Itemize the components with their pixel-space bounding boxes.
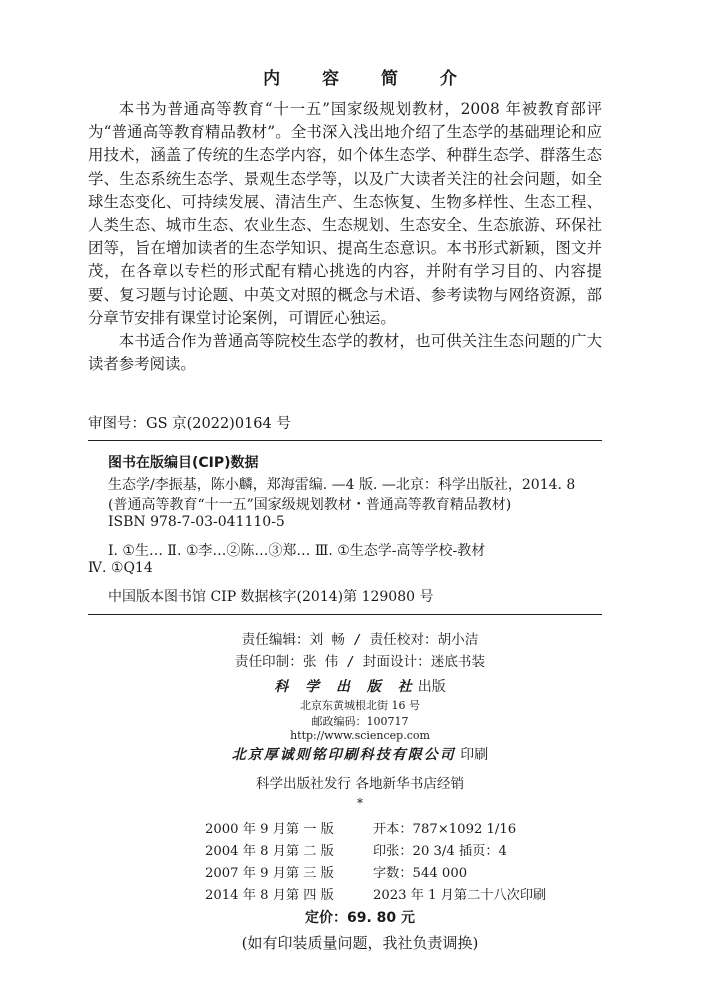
printer-line xyxy=(0,744,720,764)
separator-star: * xyxy=(357,796,363,810)
printer-suffix: 印刷 xyxy=(460,747,489,763)
edition-row xyxy=(205,840,507,859)
edition-date: 2007 年 9 月第 三 版 xyxy=(205,866,334,881)
cip-classification-2: Ⅳ. ①Q14 xyxy=(88,560,153,576)
publisher-line xyxy=(0,676,720,696)
map-review-number: 审图号：GS 京(2022)0164 号 xyxy=(88,416,291,432)
price: 定价：69. 80 元 xyxy=(304,910,416,926)
edition-date: 2004 年 8 月第 二 版 xyxy=(205,844,334,859)
cip-verify-number: 中国版本图书馆 CIP 数据核字(2014)第 129080 号 xyxy=(108,589,434,605)
edition-spec: 字数：544 000 xyxy=(373,866,468,881)
publisher-postcode: 邮政编码：100717 xyxy=(311,715,409,728)
printer-name: 北京厚诚则铭印刷科技有限公司 xyxy=(231,747,456,763)
page-title: 内 容 简 介 xyxy=(263,69,475,89)
edition-row xyxy=(205,818,516,837)
intro-paragraph-1: 本书为普通高等教育“十一五”国家级规划教材，2008 年被教育部评为“普通高等教育精品教材”。全书深入浅出地介绍了生态学的基础理论和应用技术，涵盖了传统的生态学内容，如个体生态学、种群生态学、群落生态学、生态系统生态学、景观生态学等，以及广大读者关注的社会问题，如全球生态变化、可持续发展、清洁生产、生态恢复、生物多样性、生态工程、人类生态、城市生态、农业生态、生态规划、生态安全、生态旅游、环保社团等，旨在增加读者的生态学知识、提高生态意识。本书形式新颖，图文并茂，在各章以专栏的形式配有精心挑选的内容，并附有学习目的、内容提要、复习题与讨论题、中英文对照的概念与术语、参考读物与网络资源，部分章节安排有课堂讨论案例，可谓匠心独运。 xyxy=(88,100,602,327)
edition-spec: 印张：20 3/4 插页：4 xyxy=(373,844,507,859)
publisher-suffix: 出版 xyxy=(417,679,446,695)
cip-isbn: ISBN 978-7-03-041110-5 xyxy=(108,514,285,530)
edition-spec: 2023 年 1 月第二十八次印刷 xyxy=(373,888,547,903)
cip-line-1: 生态学/李振基，陈小麟，郑海雷编. —4 版. —北京：科学出版社，2014. 8 xyxy=(108,477,576,493)
cip-line-2: (普通高等教育“十一五”国家级规划教材・普通高等教育精品教材) xyxy=(108,497,512,513)
edition-date: 2014 年 8 月第 四 版 xyxy=(205,888,334,903)
cip-heading: 图书在版编目(CIP)数据 xyxy=(108,455,259,471)
distribution-line: 科学出版社发行 各地新华书店经销 xyxy=(255,776,465,792)
publisher-name: 科 学 出 版 社 xyxy=(274,679,418,695)
edition-spec: 开本：787×1092 1/16 xyxy=(373,822,517,837)
divider-bottom xyxy=(88,614,602,615)
edition-row xyxy=(205,884,546,903)
publisher-url: http://www.sciencep.com xyxy=(290,729,430,742)
divider-top xyxy=(88,440,602,441)
credits-line-1: 责任编辑：刘 畅 / 责任校对：胡小洁 xyxy=(241,632,479,648)
intro-text xyxy=(88,98,602,376)
publisher-address: 北京东黄城根北街 16 号 xyxy=(300,699,420,712)
edition-date: 2000 年 9 月第 一 版 xyxy=(205,822,334,837)
cip-classification-1: Ⅰ. ①生… Ⅱ. ①李…②陈…③郑… Ⅲ. ①生态学-高等学校-教材 xyxy=(108,543,486,559)
credits-line-2: 责任印制：张 伟 / 封面设计：迷底书装 xyxy=(234,654,486,670)
intro-paragraph-2: 本书适合作为普通高等院校生态学的教材，也可供关注生态问题的广大读者参考阅读。 xyxy=(88,332,602,374)
edition-row xyxy=(205,862,467,881)
quality-notice: (如有印装质量问题，我社负责调换) xyxy=(241,934,479,952)
